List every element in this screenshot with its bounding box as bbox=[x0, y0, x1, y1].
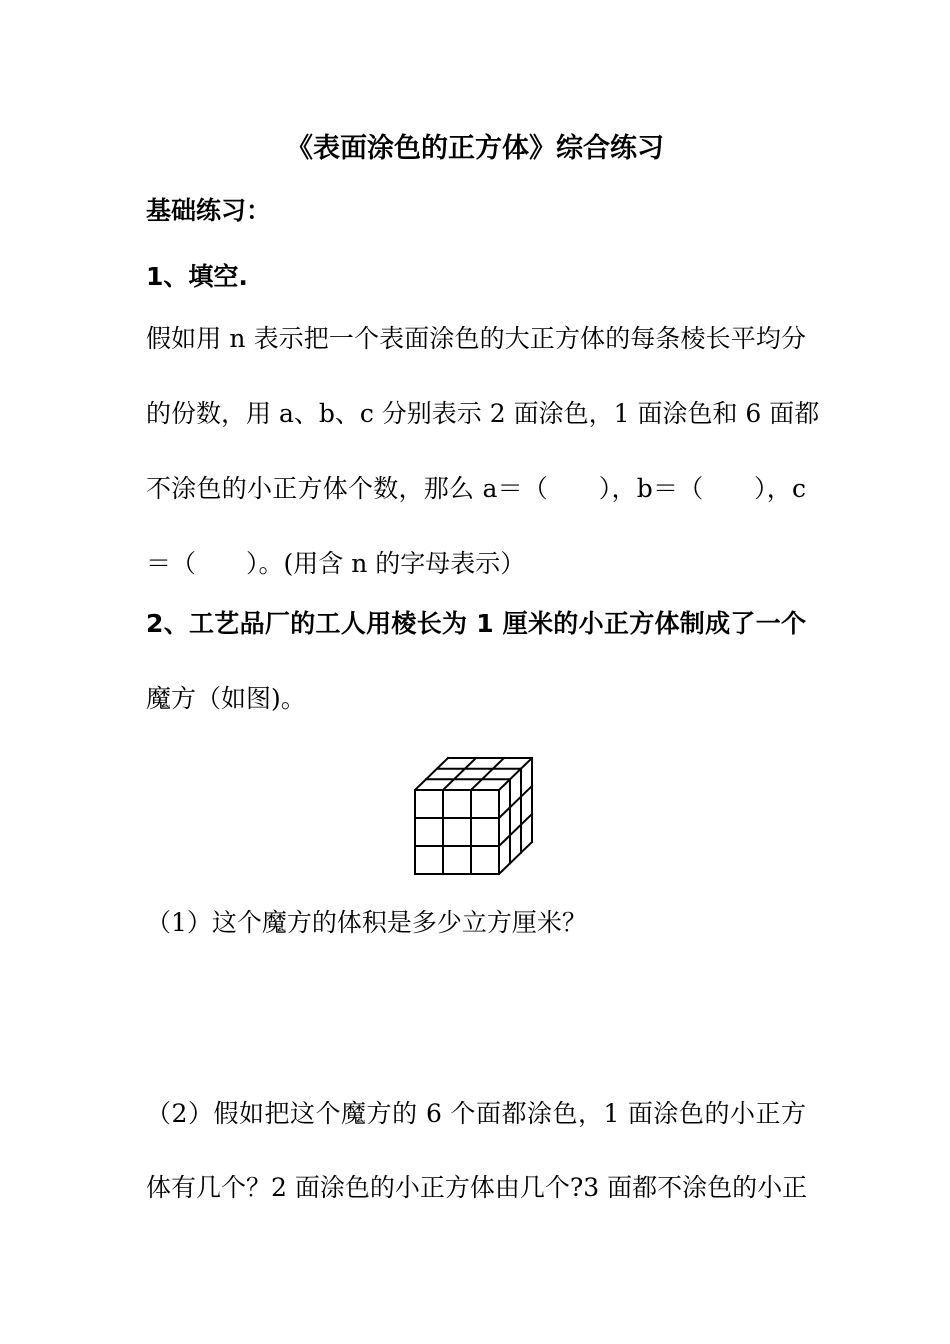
question-1-line-1: 假如用 n 表示把一个表面涂色的大正方体的每条棱长平均分 bbox=[146, 324, 806, 353]
page-title: 《表面涂色的正方体》综合练习 bbox=[286, 133, 664, 164]
question-2-line-1-text: 2、工艺品厂的工人用棱长为 1 厘米的小正方体制成了一个 bbox=[146, 609, 806, 638]
rubiks-cube-figure bbox=[412, 755, 536, 875]
question-2-sub-1: （1）这个魔方的体积是多少立方厘米？ bbox=[146, 908, 587, 937]
question-2-sub-2-line-1: （2）假如把这个魔方的 6 个面都涂色，1 面涂色的小正方 bbox=[146, 1099, 806, 1128]
question-1-line-3: 不涂色的小正方体个数，那么 a＝（ ），b＝（ ），c bbox=[146, 474, 806, 503]
question-1-heading bbox=[146, 262, 248, 292]
question-1-heading-text: 1、填空. bbox=[146, 262, 248, 291]
section-heading-basic: 基础练习： bbox=[146, 196, 272, 225]
question-2-line-1 bbox=[146, 609, 806, 639]
question-2-sub-2-line-2: 体有几个？2 面涂色的小正方体由几个?3 面都不涂色的小正 bbox=[146, 1173, 808, 1202]
question-1-line-4: ＝（ ）。(用含 n 的字母表示） bbox=[146, 549, 526, 578]
question-1-line-2: 的份数，用 a、b、c 分别表示 2 面涂色，1 面涂色和 6 面都 bbox=[146, 399, 820, 428]
question-2-line-2: 魔方（如图)。 bbox=[146, 684, 306, 713]
